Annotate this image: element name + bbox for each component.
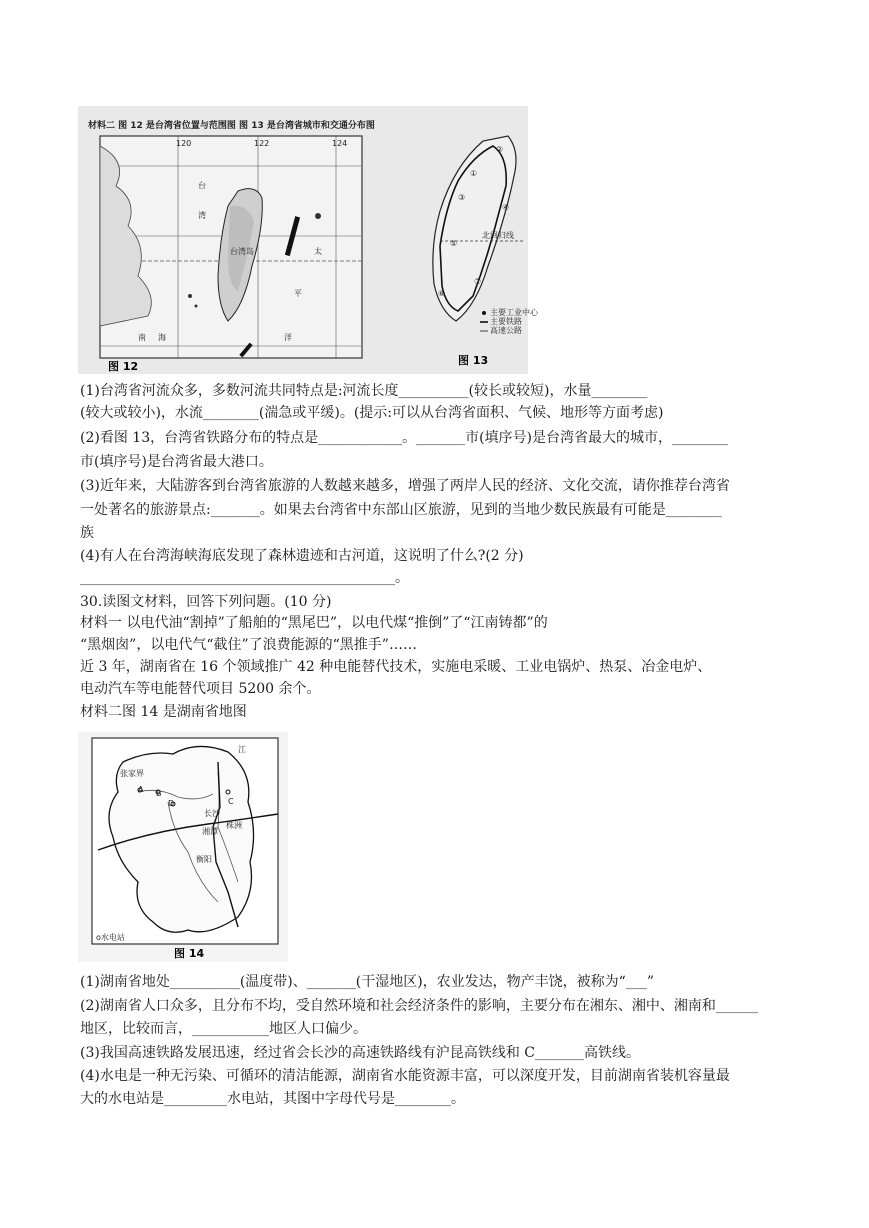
lon-label-3: 124 [332, 139, 348, 148]
figure-13-caption: 图 13 [458, 354, 489, 367]
lon-label-2: 122 [254, 139, 270, 148]
legend-railway: 主要铁路 [490, 317, 522, 326]
q29-line-2: (较大或较小)，水流________(湍急或平缓)。(提示:可以从台湾省面积、气候、地形等方面考虑) [80, 405, 664, 421]
fig13-num-2: ② [496, 145, 504, 154]
q30-title: 30.读图文材料，回答下列问题。(10 分) [80, 594, 332, 610]
legend-highway: 高速公路 [490, 326, 522, 335]
q29-line-7: 族 [80, 525, 94, 541]
q29-line-4: 市(填序号)是台湾省最大港口。 [80, 454, 273, 470]
fig13-num-6: ⑥ [438, 289, 446, 298]
map-label-wan: 湾 [198, 211, 206, 220]
figure-14-image [78, 732, 288, 962]
map-label-pacific-3: 洋 [284, 333, 292, 342]
hunan-label-jiang: 江 [238, 745, 246, 754]
q30-line-1: (1)湖南省地处__________(温度带)、_______(干湿地区)，农业发达，物产丰饶，被称为“___” [80, 974, 654, 990]
tropic-label: 北回归线 [482, 231, 514, 240]
hunan-label-c: C [228, 797, 234, 806]
fig13-num-3: ③ [458, 193, 466, 202]
map-label-pacific-2: 平 [294, 289, 302, 298]
q30-line-6: 大的水电站是_________水电站，其图中字母代号是________。 [80, 1091, 465, 1107]
legend-industry: 主要工业中心 [490, 308, 538, 317]
figure-12-13-image [78, 106, 538, 374]
map-label-nan: 南 [138, 333, 146, 342]
hunan-label-a: A [138, 785, 144, 794]
fig13-num-1: ① [470, 169, 478, 178]
map-label-pacific-1: 太 [314, 247, 322, 256]
q30-line-5: (4)水电是一种无污染、可循环的清洁能源，湖南省水能资源丰富，可以深度开发，目前湖南省装机容量最 [80, 1068, 730, 1084]
fig13-num-5: ⑤ [450, 239, 458, 248]
q30-material2: 材料二图 14 是湖南省地图 [80, 704, 247, 720]
q29-line-8: (4)有人在台湾海峡海底发现了森林遗迹和古河道，这说明了什么?(2 分) [80, 548, 524, 564]
q29-line-5: (3)近年来，大陆游客到台湾省旅游的人数越来越多，增强了两岸人民的经济、文化交流，请你推荐台湾省 [80, 478, 730, 494]
fig13-num-4: ④ [502, 203, 510, 212]
q29-line-3: (2)看图 13，台湾省铁路分布的特点是____________。_______市(填序号)是台湾省最大的城市，________ [80, 430, 729, 446]
hunan-label-xiangtan: 湘潭 [202, 827, 218, 836]
map-label-island: 台湾岛 [230, 247, 254, 256]
map-label-tai: 台 [198, 181, 206, 190]
hunan-label-zhangjiajie: 张家界 [120, 769, 144, 778]
figure-12-caption: 图 12 [108, 360, 139, 373]
q30-material1-line-1: 材料一 以电代油“割掉”了船舶的“黑尾巴”，以电代煤“推倒”了“江南铸都”的 [80, 615, 548, 631]
q30-line-2: (2)湖南省人口众多，且分布不均，受自然环境和社会经济条件的影响，主要分布在湘东、湘中、湘南和______ [80, 998, 758, 1014]
q30-line-3: 地区，比较而言，___________地区人口偏少。 [80, 1021, 367, 1037]
hunan-label-zhuzhou: 株洲 [226, 821, 242, 830]
hunan-label-hengyang: 衡阳 [196, 855, 212, 864]
q30-material1-line-4: 电动汽车等电能替代项目 5200 余个。 [80, 681, 321, 697]
figure-14-caption: 图 14 [174, 947, 205, 960]
map-label-hai: 海 [158, 333, 166, 342]
q30-material1-line-3: 近 3 年，湖南省在 16 个领域推广 42 种电能替代技术，实施电采暖、工业电锅炉、热泵、冶金电炉、 [80, 659, 712, 675]
q29-line-1: (1)台湾省河流众多，多数河流共同特点是:河流长度__________(较长或较短)，水量________ [80, 383, 648, 399]
hunan-label-b: B [156, 789, 162, 798]
fig13-num-7: ⑦ [474, 277, 482, 286]
q29-line-6: 一处著名的旅游景点:_______。如果去台湾省中东部山区旅游，见到的当地少数民族最有可能是________ [80, 502, 722, 518]
lon-label-1: 120 [176, 139, 192, 148]
q30-line-4: (3)我国高速铁路发展迅速，经过省会长沙的高速铁路线有沪昆高铁线和 C_______高铁线。 [80, 1045, 640, 1061]
figure-header: 材料二 图 12 是台湾省位置与范围图 图 13 是台湾省城市和交通分布图 [88, 121, 375, 131]
q29-line-9: _____________________________________________。 [80, 570, 409, 586]
hunan-label-changsha: 长沙 [204, 809, 220, 818]
hunan-label-d: D [168, 799, 175, 808]
hunan-legend-hydropower: o水电站 [96, 933, 125, 942]
q30-material1-line-2: “黑烟囱”，以电代气“截住”了浪费能源的“黑推手”…… [80, 637, 417, 653]
